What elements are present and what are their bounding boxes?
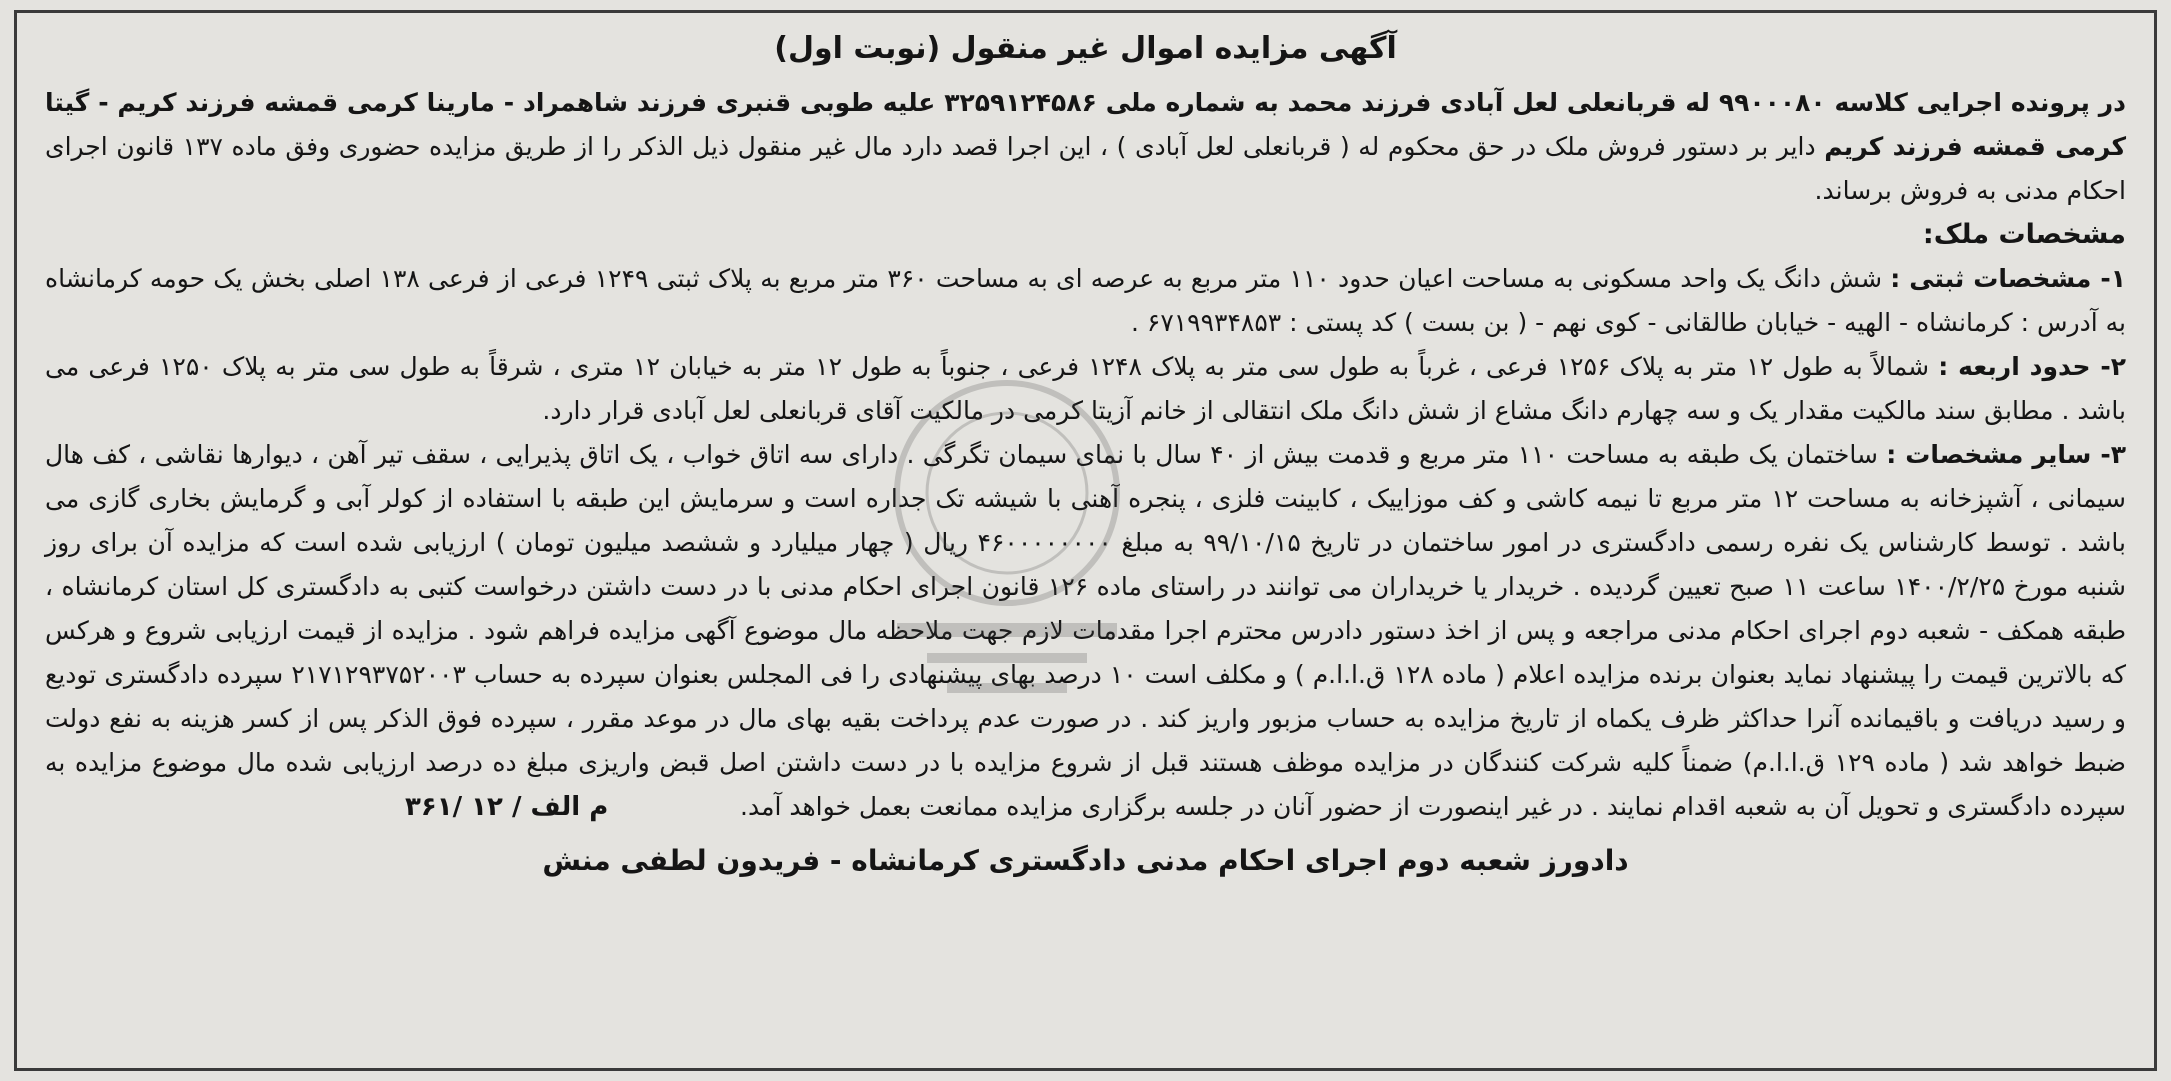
spec-item-text: شمالاً به طول ۱۲ متر به پلاک ۱۲۵۶ فرعی ، غرباً به طول سی متر به پلاک ۱۲۴۸ فرعی ، جنوباً به طول ۱۲ متر به خیابان ۱۲ متری ، شرقاً به طول سی متر به پلاک ۱۲۵۰ فرعی می باشد . مطابق سند مالکیت مقدار یک و سه چهارم دانگ مشاع از شش دانگ ملک انتقالی از خانم آزیتا کرمی در مالکیت آقای قربانعلی لعل آبادی قرار دارد. <box>45 352 2126 425</box>
spec-item-boundaries <box>45 345 2126 433</box>
intro-rest: دایر بر دستور فروش ملک در حق محکوم له ( قربانعلی لعل آبادی ) ، این اجرا قصد دارد مال غیر منقول ذیل الذکر را از طریق مزایده حضوری وفق ماده ۱۳۷ قانون اجرای احکام مدنی به فروش برساند. <box>45 132 2126 205</box>
signature-line: دادورز شعبه دوم اجرای احکام مدنی دادگستری کرمانشاه - فریدون لطفی منش <box>542 844 1629 877</box>
spec-item-text: شش دانگ یک واحد مسکونی به مساحت اعیان حدود ۱۱۰ متر مربع به عرصه ای به مساحت ۳۶۰ متر مربع به پلاک ثبتی ۱۲۴۹ فرعی از فرعی ۱۳۸ اصلی بخش یک حومه کرمانشاه به آدرس : کرمانشاه - الهیه - خیابان طالقانی - کوی نهم - ( بن بست ) کد پستی : ۶۷۱۹۹۳۴۸۵۳ . <box>45 264 2126 337</box>
spec-item-label: ۲- حدود اربعه : <box>1938 352 2127 381</box>
notice-title: آگهی مزایده اموال غیر منقول (نوبت اول) <box>774 31 1397 66</box>
intro-parties: در پرونده اجرایی کلاسه ۹۹۰۰۰۸۰ له قربانعلی لعل آبادی فرزند محمد به شماره ملی ۳۲۵۹۱۲۴۵۸۶ علیه طوبی قنبری فرزند شاهمراد - مارینا کرمی قمشه فرزند کریم - گیتا کرمی قمشه فرزند کریم <box>45 88 2126 161</box>
notice-frame <box>14 10 2157 1071</box>
property-specs-heading: مشخصات ملک: <box>1922 219 2126 250</box>
spec-item-other-details <box>45 433 2126 829</box>
spec-item-label: ۳- سایر مشخصات : <box>1886 440 2126 469</box>
spec-item-registration <box>45 257 2126 345</box>
reference-code: ۳۶۱/ م الف / ۱۲ <box>405 792 609 822</box>
spec-item-label: ۱- مشخصات ثبتی : <box>1890 264 2126 293</box>
spec-item-text: ساختمان یک طبقه به مساحت ۱۱۰ متر مربع و قدمت بیش از ۴۰ سال با نمای سیمان تگرگی . دارای سه اتاق خواب ، یک اتاق پذیرایی ، سقف تیر آهن ، دیوارها نقاشی ، کف هال سیمانی ، آشپزخانه به مساحت ۱۲ متر مربع تا نیمه کاشی و کف موزاییک ، کابینت فلزی ، پنجره آهنی با شیشه تک جداره است و سرمایش این طبقه با استفاده از کولر آبی و گرمایش بخاری گازی می باشد . توسط کارشناس یک نفره رسمی دادگستری در امور ساختمان در تاریخ ۹۹/۱۰/۱۵ به مبلغ ۴۶۰۰۰۰۰۰۰۰ ریال ( چهار میلیارد و ششصد میلیون تومان ) ارزیابی شده است که مزایده آن برای روز شنبه مورخ ۱۴۰۰/۲/۲۵ ساعت ۱۱ صبح تعیین گردیده . خریدار یا خریداران می توانند در راستای ماده ۱۲۶ قانون اجرای احکام مدنی با در دست داشتن درخواست کتبی به دادگستری کل استان کرمانشاه ، طبقه همکف - شعبه دوم اجرای احکام مدنی مراجعه و پس از اخذ دستور دادرس محترم اجرا مقدمات لازم جهت ملاحظه مال موضوع آگهی مزایده فراهم شود . مزایده از قیمت ارزیابی شروع و هرکس که بالاترین قیمت را پیشنهاد نماید بعنوان برنده مزایده اعلام ( ماده ۱۲۸ ق.ا.ا.م ) و مکلف است ۱۰ درصد بهای پیشنهادی را فی المجلس بعنوان سپرده به حساب ۲۱۷۱۲۹۳۷۵۲۰۰۳ سپرده دادگستری تودیع و رسید دریافت و باقیمانده آنرا حداکثر ظرف یکماه از تاریخ مزایده به حساب مزبور واریز کند . در صورت عدم پرداخت بقیه بهای مال در موعد مقرر ، سپرده فوق الذکر پس از کسر هزینه به نفع دولت ضبط خواهد شد ( ماده ۱۲۹ ق.ا.ا.م) ضمناً کلیه شرکت کنندگان در مزایده موظف هستند قبل از شروع مزایده با در دست داشتن اصل قبض واریزی مبلغ ده درصد ارزیابی شده مال موضوع مزایده به سپرده دادگستری و تحویل آن به شعبه اقدام نمایند . در غیر اینصورت از حضور آنان در جلسه برگزاری مزایده ممانعت بعمل خواهد آمد. <box>45 440 2127 821</box>
notice-intro <box>45 81 2126 213</box>
